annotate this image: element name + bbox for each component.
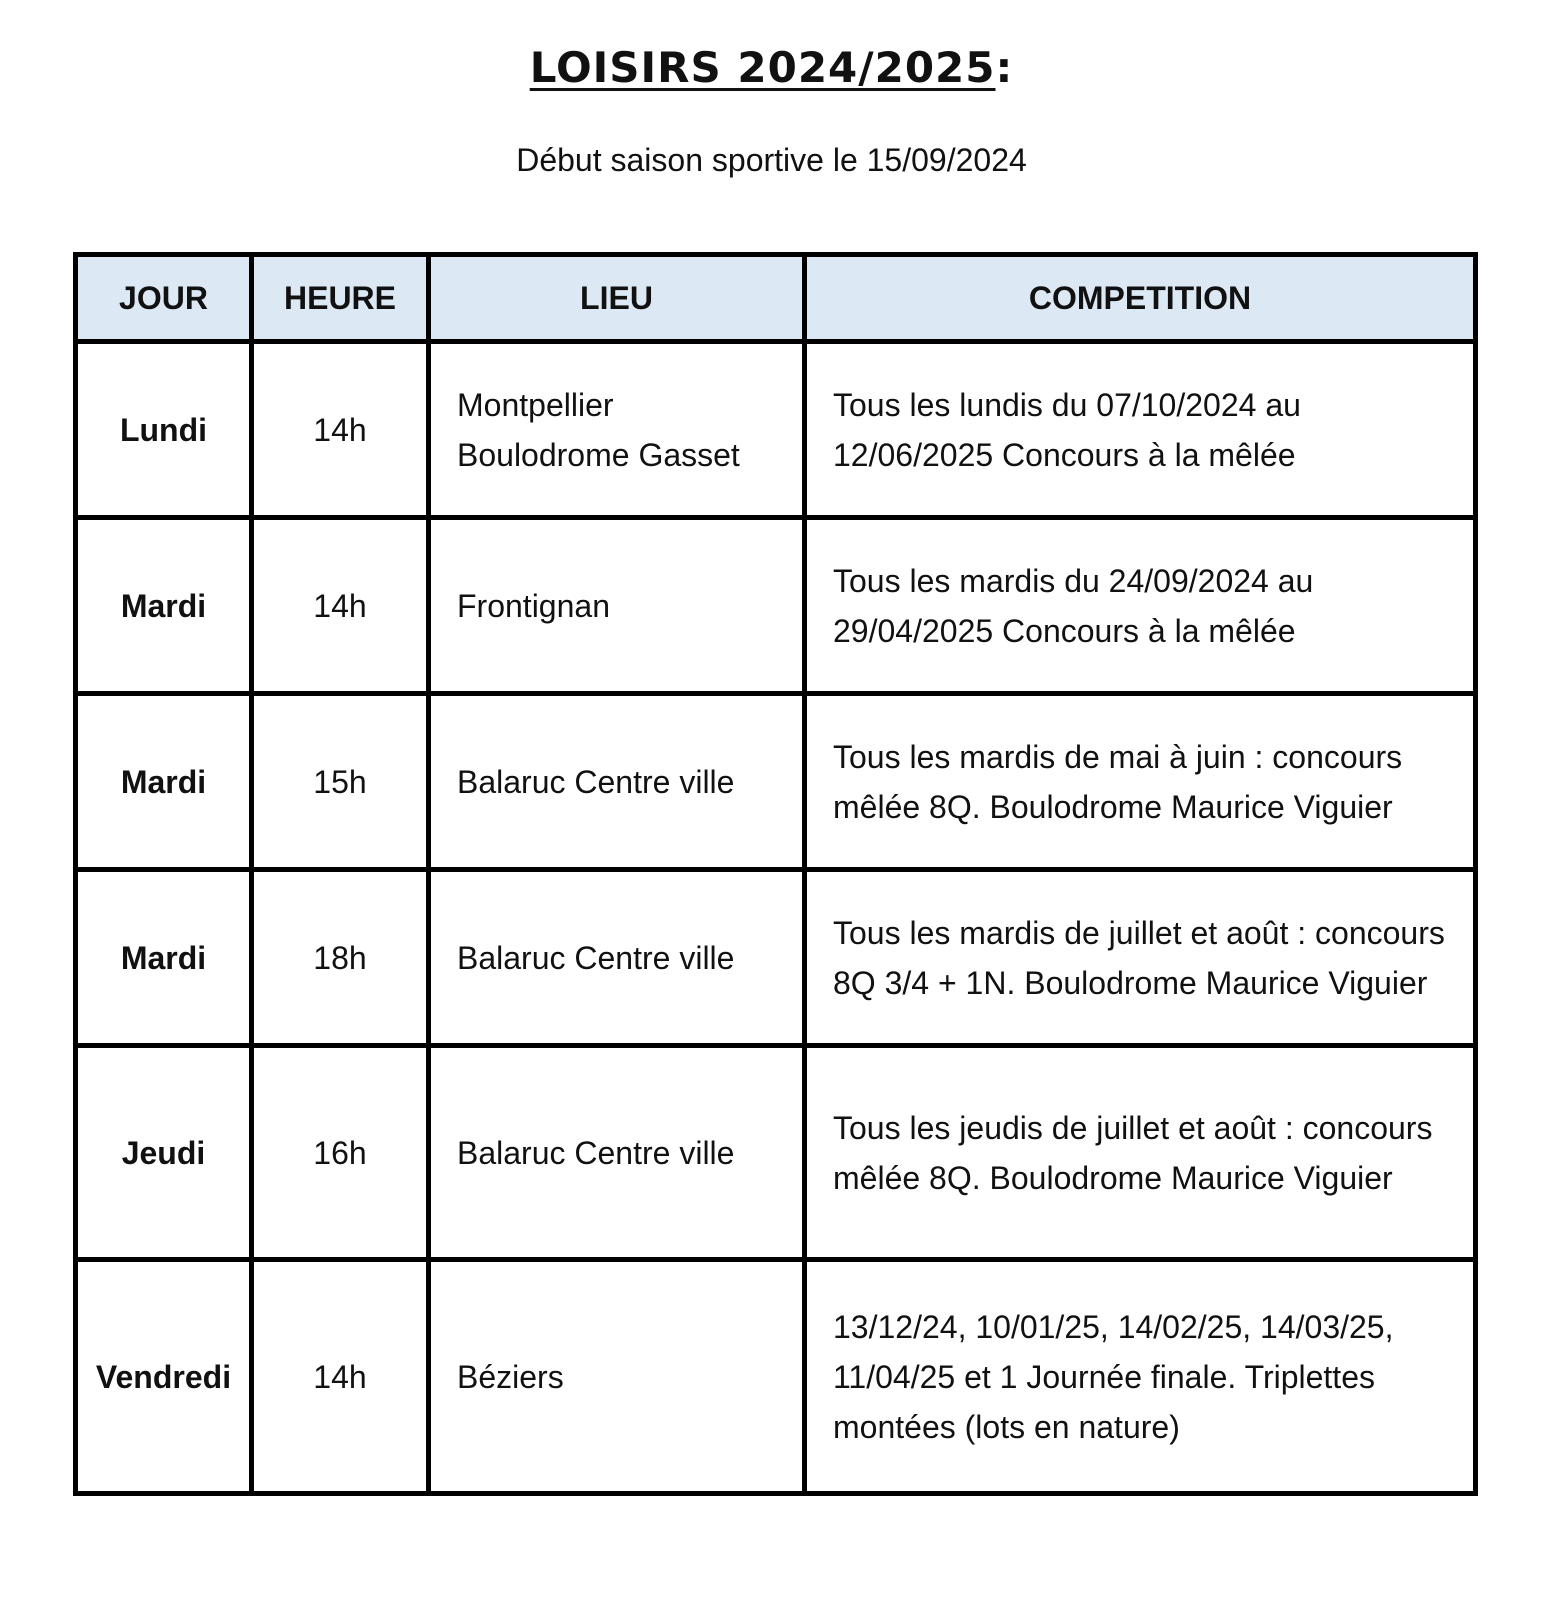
- cell-heure: 18h: [252, 870, 429, 1046]
- cell-jour: Jeudi: [76, 1046, 252, 1260]
- table-row: [76, 870, 1476, 1046]
- cell-heure: 14h: [252, 342, 429, 518]
- schedule-table-body: [76, 342, 1476, 1494]
- cell-lieu: Balaruc Centre ville: [429, 694, 805, 870]
- column-header-competition: COMPETITION: [805, 255, 1476, 342]
- cell-jour: Mardi: [76, 870, 252, 1046]
- cell-jour: Vendredi: [76, 1260, 252, 1494]
- cell-jour: Mardi: [76, 694, 252, 870]
- cell-lieu: Frontignan: [429, 518, 805, 694]
- table-row: [76, 342, 1476, 518]
- page-title-suffix: :: [995, 43, 1014, 92]
- table-row: [76, 1046, 1476, 1260]
- cell-heure: 14h: [252, 1260, 429, 1494]
- column-header-heure: HEURE: [252, 255, 429, 342]
- cell-heure: 16h: [252, 1046, 429, 1260]
- table-row: [76, 1260, 1476, 1494]
- cell-lieu: Balaruc Centre ville: [429, 870, 805, 1046]
- cell-competition: Tous les lundis du 07/10/2024 au 12/06/2025 Concours à la mêlée: [805, 342, 1476, 518]
- cell-jour: Lundi: [76, 342, 252, 518]
- season-start-subtitle: Début saison sportive le 15/09/2024: [516, 142, 1027, 178]
- table-header-row: [76, 255, 1476, 342]
- cell-competition: Tous les mardis de juillet et août : concours 8Q 3/4 + 1N. Boulodrome Maurice Viguier: [805, 870, 1476, 1046]
- schedule-table: [73, 252, 1478, 1496]
- page-title: [0, 40, 1543, 96]
- cell-heure: 14h: [252, 518, 429, 694]
- table-row: [76, 518, 1476, 694]
- cell-heure: 15h: [252, 694, 429, 870]
- cell-lieu: Béziers: [429, 1260, 805, 1494]
- column-header-lieu: LIEU: [429, 255, 805, 342]
- cell-lieu: Montpellier Boulodrome Gasset: [429, 342, 805, 518]
- cell-lieu: Balaruc Centre ville: [429, 1046, 805, 1260]
- page-title-text: LOISIRS 2024/2025: [529, 43, 996, 92]
- table-row: [76, 694, 1476, 870]
- cell-competition: Tous les mardis du 24/09/2024 au 29/04/2025 Concours à la mêlée: [805, 518, 1476, 694]
- schedule-table-header: [76, 255, 1476, 342]
- column-header-jour: JOUR: [76, 255, 252, 342]
- cell-jour: Mardi: [76, 518, 252, 694]
- cell-competition: Tous les mardis de mai à juin : concours mêlée 8Q. Boulodrome Maurice Viguier: [805, 694, 1476, 870]
- cell-competition: 13/12/24, 10/01/25, 14/02/25, 14/03/25, 11/04/25 et 1 Journée finale. Triplettes montées (lots en nature): [805, 1260, 1476, 1494]
- cell-competition: Tous les jeudis de juillet et août : concours mêlée 8Q. Boulodrome Maurice Viguier: [805, 1046, 1476, 1260]
